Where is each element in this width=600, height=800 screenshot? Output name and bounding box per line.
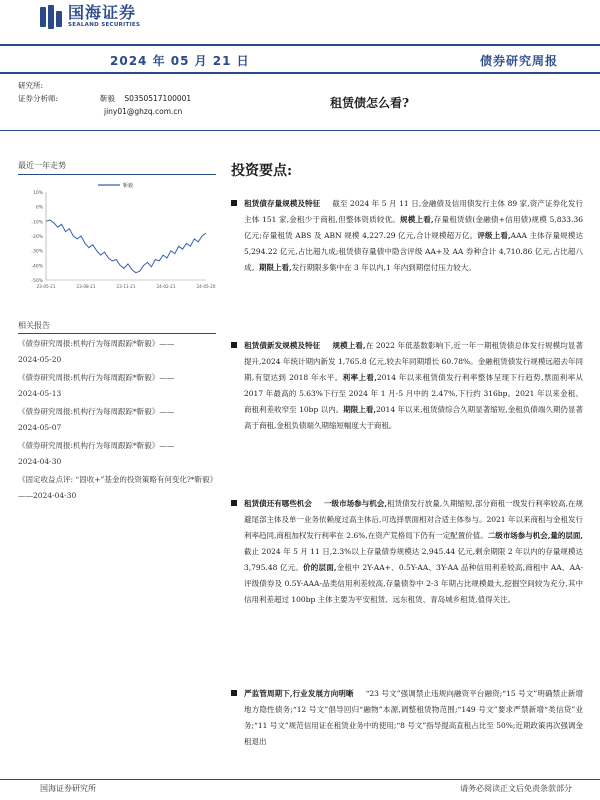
highlight-emphasis: 价的层面,: [303, 563, 337, 572]
y-tick-label: -20%: [31, 235, 43, 240]
highlight-text: AAA 主体存量规模达 5,294.22 亿元,占比超九成;租赁债存量债中隐含评级 AA+及 AA 券种合计 4,710.86 亿元,占比超八成。: [244, 231, 583, 272]
y-tick-label: -40%: [31, 264, 43, 270]
related-report-date: 2024-05-20: [18, 355, 62, 364]
highlight-text: 在 2022 年低基数影响下,近一年一期租赁债总体发行规模均显著提升,2024 年统计期内新发 1,765.8 亿元,较去年同期增长 60.78%。金融租赁债发行规模远超去年同期,有望达到 2018 年水平。: [244, 341, 583, 382]
y-tick-label: -10%: [31, 220, 43, 226]
related-report-date: 2024-05-07: [18, 423, 62, 432]
highlight-text: 2014 年以来,租赁债综合久期显著缩短,金租负债端久期仍显著高于商租,金租负债端久期缩短幅度大于商租。: [244, 405, 583, 430]
y-tick-label: 10%: [32, 191, 43, 196]
company-logo: [40, 2, 140, 32]
highlight-text: 截止 2024 年 5 月 11 日,2.3%以上存量债券规模达 2,945.44 亿元,剩余期限 2 年以内的存量规模达 3,795.48 亿元。: [244, 547, 583, 572]
highlight-block-1: [231, 196, 583, 276]
trend-series-line: [46, 220, 206, 273]
bullet-square-icon: [231, 200, 237, 206]
analyst-id: S0350517100001: [124, 94, 192, 103]
related-report-5[interactable]: [18, 472, 216, 504]
related-report-title: 《债券研究周报:机构行为每周跟踪*靳毅》——: [18, 441, 175, 450]
header-divider: [0, 130, 600, 131]
related-report-title: 《固定收益点评: “固收+”基金的投资策略有何变化?*靳毅》——2024-04-30: [18, 475, 214, 500]
logo-name-cn: 国海证券: [68, 3, 137, 22]
logo-name-en: SEALAND SECURITIES: [68, 22, 141, 28]
highlight-text: 发行期限多集中在 3 年以内,1 年内到期偿付压力较大。: [291, 263, 476, 272]
x-tick-label: 24-02-21: [156, 284, 176, 289]
legend-label: 靳毅: [123, 183, 134, 189]
bullet-square-icon: [231, 690, 237, 696]
related-heading-rule: [18, 333, 216, 334]
highlight-emphasis: 规模上看,: [332, 341, 366, 350]
highlight-heading: 严监管周期下,行业发展方向明晰: [244, 689, 354, 698]
related-report-date: 2024-05-13: [18, 389, 62, 398]
x-tick-label: 24-05-20: [196, 284, 216, 289]
highlight-heading: 租赁债还有哪些机会: [244, 499, 312, 508]
bullet-square-icon: [231, 500, 237, 506]
trend-heading: 最近一年走势: [18, 161, 66, 170]
analyst-info: [18, 93, 238, 105]
x-tick-label: 23-08-21: [76, 284, 96, 289]
related-report-3[interactable]: [18, 404, 216, 436]
highlight-text: 金租中 2Y-AA+、0.5Y-AA、3Y-AA 品种信用利差较高,商租中 AA、AA-评级债券及 0.5Y-AAA-品类信用利差较高,存量债券中 2-3 年期占比规模最大,挖掘空间较为充分,其中信用利差超过 100bp 主体主要为平安租赁、远东租赁、青岛城乡租赁,值得关注。: [244, 563, 583, 604]
footer-disclaimer: 请务必阅读正文后免责条款部分: [460, 784, 572, 793]
related-report-1[interactable]: [18, 336, 216, 368]
related-report-2[interactable]: [18, 370, 216, 402]
y-tick-label: -50%: [31, 279, 43, 284]
related-heading: 相关报告: [18, 321, 50, 330]
related-report-title: 《债券研究周报:机构行为每周跟踪*靳毅》——: [18, 373, 175, 382]
trend-chart-svg: [20, 178, 216, 302]
related-report-title: 《债券研究周报:机构行为每周跟踪*靳毅》——: [18, 339, 175, 348]
highlight-heading: 租赁债新发规模及特征: [244, 341, 321, 350]
header-bar: [0, 44, 600, 74]
highlight-text: 存量租赁债(金融债+信用债)规模 5,833.36 亿元;存量租赁 ABS 及 ABN 规模 4,227.29 亿元,合计规模超万亿。: [244, 215, 583, 240]
highlights-title: 投资要点:: [231, 163, 293, 179]
highlight-emphasis: 期限上看,: [343, 405, 376, 414]
related-report-4[interactable]: [18, 438, 216, 470]
footer-institute: 国海证券研究所: [40, 784, 96, 793]
highlight-block-2: [231, 338, 583, 434]
trend-chart: [20, 178, 216, 302]
highlight-text: “23 号文”强调禁止违规向融资平台融资;“15 号文”明确禁止新增地方隐性债务;“12 号文”倡导回归“融物”本源,调整租赁物范围;“149 号文”要求严禁新增“类信贷”业务;“11 号文”规范信用证在租赁业务中的使用;“8 号文”指导提高直租占比至 50%;近期政策再次强调金租退出: [244, 689, 583, 746]
highlight-text: 截至 2024 年 5 月 11 日,金融债及信用债发行主体 89 家,资产证券化发行主体 151 家,金租少于商租,但整体资质较优。: [244, 199, 583, 224]
highlight-text: 2014 年以来租赁债发行利率整体呈现下行趋势,票面利率从 2017 年最高的 5.63%下行至 2024 年 1 月-5 月中的 2.47%,下行约 316bp。2021 年以来金租、商租利差收窄至 10bp 以内。: [244, 373, 583, 414]
report-date: 2024 年 05 月 21 日: [110, 54, 250, 68]
analyst-email[interactable]: jiny01@ghzq.com.cn: [104, 107, 183, 116]
x-tick-label: 23-11-21: [116, 284, 136, 289]
y-tick-label: -30%: [31, 249, 43, 255]
analyst-name: 靳毅: [100, 94, 115, 103]
highlight-heading: 租赁债存量规模及特征: [244, 199, 321, 208]
x-tick-label: 23-05-21: [36, 284, 56, 289]
trend-heading-rule: [18, 174, 216, 175]
report-type: 债券研究周报: [479, 54, 558, 68]
logo-mark-icon: [40, 5, 62, 29]
document-title: 租赁债怎么看?: [330, 96, 410, 110]
highlight-block-3: [231, 496, 583, 608]
highlight-emphasis: 期限上看,: [259, 263, 292, 272]
y-tick-label: 0%: [35, 205, 43, 211]
highlight-emphasis: 一级市场参与机会,: [323, 499, 387, 508]
highlight-emphasis: 规模上看,: [400, 215, 434, 224]
research-label: 研究所:: [18, 81, 44, 90]
highlight-emphasis: 二级市场参与机会,量的层面,: [487, 531, 583, 540]
footer-divider: [0, 779, 600, 780]
highlight-block-4: [231, 686, 583, 750]
highlight-text: 租赁债发行放量,久期缩短,部分商租一级发行利率较高,在规避尾部主体及单一业务依赖度过高主体后,可选择票面相对合适主体参与。2021 年以来商租与金租发行利率趋同,商租加权发行利率在 2.6%,在资产荒格局下仍有一定配置价值。: [244, 499, 583, 540]
related-report-title: 《债券研究周报:机构行为每周跟踪*靳毅》——: [18, 407, 175, 416]
highlight-emphasis: 利率上看,: [342, 373, 377, 382]
related-report-date: 2024-04-30: [18, 457, 62, 466]
bullet-square-icon: [231, 342, 237, 348]
highlight-emphasis: 评级上看,: [477, 231, 511, 240]
analyst-label: 证券分析师:: [18, 94, 59, 103]
